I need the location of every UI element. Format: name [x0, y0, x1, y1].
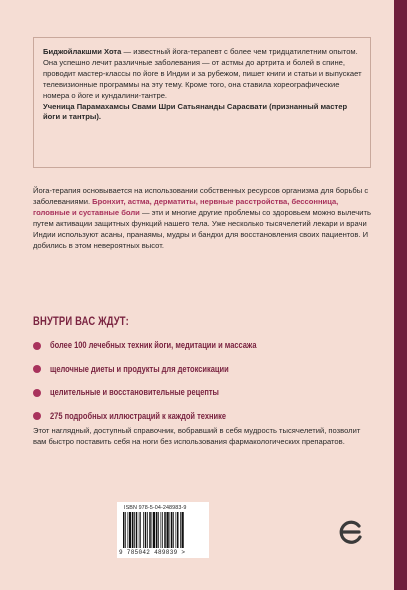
barcode-bar: [123, 512, 125, 548]
barcode-bar: [170, 512, 171, 548]
barcode-bar: [134, 512, 135, 548]
eksmo-logo-icon: [336, 517, 366, 547]
barcode-bar: [125, 512, 126, 548]
barcode-bar: [164, 512, 166, 548]
list-item-text: более 100 лечебных техник йоги, медитации и массажа: [50, 340, 257, 352]
inside-title: ВНУТРИ ВАС ЖДУТ:: [33, 316, 129, 328]
isbn-text: ISBN 978-5-04-248983-9: [124, 505, 187, 511]
author-bio: — известный йога-терапевт с более чем тридцатилетним опытом. Она успешно лечит различные заболевания — от астмы до артрита и болей в спине, проводит мастер-классы по йоге в Индии и за рубежом, пишет книги и статьи и выпускает телевизионные программы на эту тему. Кроме того, она ставила хореографические номера о йоге и кундалини-тантре.: [43, 47, 362, 100]
barcode-bar: [173, 512, 174, 548]
barcode-bar: [147, 512, 148, 548]
barcode-bar: [143, 512, 144, 548]
barcode-bar: [129, 512, 131, 548]
barcode-bar: [177, 512, 179, 548]
barcode-bar: [136, 512, 138, 548]
barcode-bar: [156, 512, 158, 548]
description-part1: Йога-терапия основывается на использовании собственных ресурсов организма для борьбы с заболеваниями.: [33, 186, 369, 206]
list-item: [33, 405, 373, 429]
barcode-bar: [128, 512, 129, 548]
ean-text: 9 785042 489839 >: [119, 549, 186, 556]
author-teacher: Ученица Парамахамсы Свами Шри Сатьянанды Сарасвати (признанный мастер йоги и тантры).: [43, 101, 348, 122]
bullet-dot-icon: [33, 389, 41, 397]
barcode-bar: [145, 512, 147, 548]
barcode-bar: [149, 512, 151, 548]
barcode-bar: [176, 512, 177, 548]
list-item: [33, 381, 373, 405]
barcode-bar: [161, 512, 162, 548]
barcode: [117, 502, 209, 558]
description-highlight: Бронхит, астма, дерматиты, нервные расстройства, бессонница, головные и суставные боли: [33, 196, 339, 217]
list-item-text: щелочные диеты и продукты для детоксикации: [50, 363, 229, 375]
barcode-bar: [180, 512, 181, 548]
barcode-bar: [162, 512, 163, 548]
list-item: [33, 334, 373, 358]
barcode-bar: [182, 512, 184, 548]
summary-paragraph: Этот наглядный, доступный справочник, вобравший в себя мудрость тысячелетий, позволит вам быстро поставить себя на ноги без использования фармакологических препаратов.: [33, 426, 361, 446]
barcode-bar: [152, 512, 153, 548]
spine-strip: [394, 0, 407, 590]
description-part2: — эти и многие другие проблемы со здоровьем можно вылечить путем активации защитных функций нашего тела. Уже несколько тысячелетий лекари и врачи Индии используют асаны, пранаямы, мудры и бандхи для восстановления своих пациентов. И добились в этом невероятных высот.: [33, 207, 371, 250]
barcode-bar: [158, 512, 159, 548]
barcode-bar: [167, 512, 169, 548]
barcode-bar: [139, 512, 140, 548]
barcode-bar: [132, 512, 134, 548]
barcode-bar: [140, 512, 141, 548]
description-paragraph: [33, 186, 371, 251]
barcode-bar: [171, 512, 173, 548]
barcode-bar: [153, 512, 155, 548]
bullet-dot-icon: [33, 365, 41, 373]
inside-list: [33, 334, 373, 428]
list-item: [33, 358, 373, 382]
barcode-bars: [123, 512, 203, 548]
list-item-text: целительные и восстановительные рецепты: [50, 387, 219, 399]
author-box: [33, 37, 371, 168]
list-item-text: 275 подробных иллюстраций к каждой технике: [50, 410, 227, 422]
author-name: Биджойлакшми Хота: [43, 47, 122, 56]
bullet-dot-icon: [33, 412, 41, 420]
bullet-dot-icon: [33, 342, 41, 350]
